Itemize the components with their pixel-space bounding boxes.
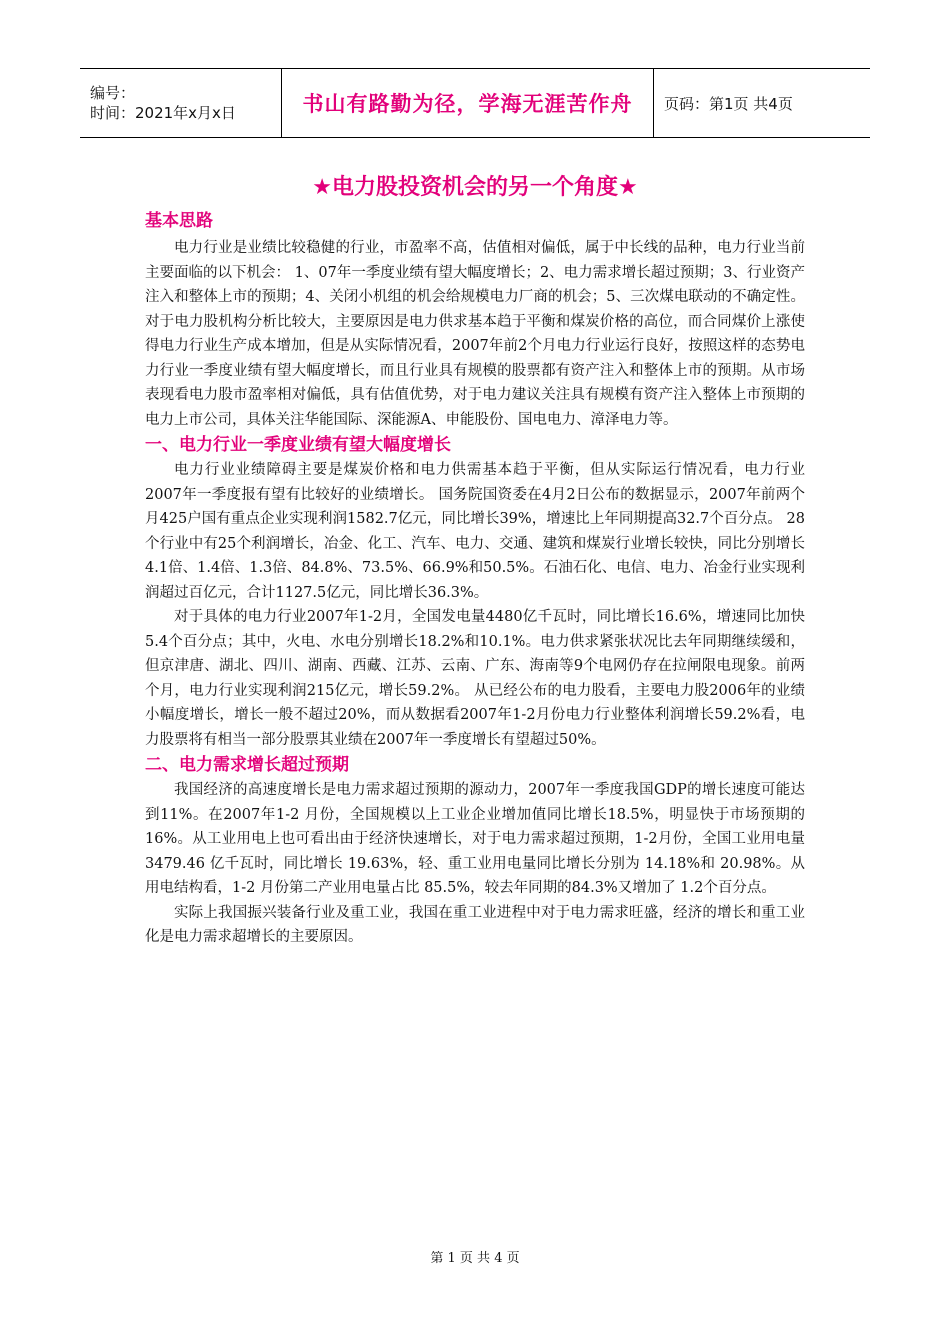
header-page-cell [654,69,870,137]
document-header [80,68,870,138]
header-motto-cell [282,69,654,137]
header-motto: 书山有路勤为径，学海无涯苦作舟 [302,92,633,116]
section-heading: 基本思路 [145,211,213,231]
paragraph: 电力行业业绩障碍主要是煤炭价格和电力供需基本趋于平衡，但从实际运行情况看，电力行业2007年一季度报有望有比较好的业绩增长。 国务院国资委在4月2日公布的数据显示，2007年前两个月425户国有重点企业实现利润1582.7亿元，同比增长39%，增速比上年同期提高32.7个百分点。 28个行业中有25个利润增长，冶金、化工、汽车、电力、交通、建筑和煤炭行业增长较快，同比分别增长4.1倍、1.4倍、1.3倍、84.8%、73.5%、66.9%和50.5%。石油石化、电信、电力、冶金行业实现利润超过百亿元，合计1127.5亿元，同比增长36.3%。 [145,462,805,601]
section-demand-growth [145,752,805,950]
paragraph: 电力行业是业绩比较稳健的行业，市盈率不高，估值相对偏低，属于中长线的品种，电力行业当前主要面临的以下机会： 1、07年一季度业绩有望大幅度增长；2、电力需求增长超过预期；3、行业资产注入和整体上市的预期；4、关闭小机组的机会给规模电力厂商的机会；5、三次煤电联动的不确定性。对于电力股机构分析比较大，主要原因是电力供求基本趋于平衡和煤炭价格的高位，而合同煤价上涨使得电力行业生产成本增加，但是从实际情况看，2007年前2个月电力行业运行良好，按照这样的态势电力行业一季度业绩有望大幅度增长，而且行业具有规模的股票都有资产注入和整体上市的预期。从市场表现看电力股市盈率相对偏低，具有估值优势，对于电力建议关注具有规模有资产注入整体上市预期的电力上市公司，具体关注华能国际、深能源A、申能股份、国电电力、漳泽电力等。 [145,240,805,428]
paragraph: 对于具体的电力行业2007年1-2月，全国发电量4480亿千瓦时，同比增长16.6%，增速同比加快5.4个百分点；其中，火电、水电分别增长18.2%和10.1%。电力供求紧张状况比去年同期继续缓和，但京津唐、湖北、四川、湖南、西藏、江苏、云南、广东、海南等9个电网仍存在拉闸限电现象。前两个月，电力行业实现利润215亿元，增长59.2%。 从已经公布的电力股看，主要电力股2006年的业绩小幅度增长，增长一般不超过20%，而从数据看2007年1-2月份电力行业整体利润增长59.2%看，电力股票将有相当一部分股票其业绩在2007年一季度增长有望超过50%。 [145,609,805,748]
section-heading: 二、电力需求增长超过预期 [145,755,349,775]
document-title: ★电力股投资机会的另一个角度★ [312,175,638,200]
document-date-label: 时间：2021年x月x日 [90,104,236,122]
paragraph: 实际上我国振兴装备行业及重工业，我国在重工业进程中对于电力需求旺盛，经济的增长和重工业化是电力需求超增长的主要原因。 [145,904,805,945]
paragraph: 我国经济的高速度增长是电力需求超过预期的源动力，2007年一季度我国GDP的增长速度可能达到11%。在2007年1-2 月份，全国规模以上工业企业增加值同比增长18.5%，明显快于市场预期的 16%。从工业用电上也可看出由于经济快速增长，对于电力需求超过预期，1-2月份，全国工业用电量 3479.46 亿千瓦时，同比增长 19.63%，轻、重工业用电量同比增长分别为 14.18%和 20.98%。从用电结构看，1-2 月份第二产业用电量占比 85.5%，较去年同期的84.3%又增加了 1.2个百分点。 [145,782,805,896]
section-basic-approach [145,208,805,432]
section-q1-earnings-growth [145,432,805,752]
header-meta-cell [80,69,282,137]
page-footer: 第 1 页 共 4 页 [430,1251,520,1266]
document-body [145,208,805,950]
header-page-label: 页码：第1页 共4页 [664,94,793,113]
section-heading: 一、电力行业一季度业绩有望大幅度增长 [145,435,451,455]
document-number-label: 编号： [90,84,136,102]
